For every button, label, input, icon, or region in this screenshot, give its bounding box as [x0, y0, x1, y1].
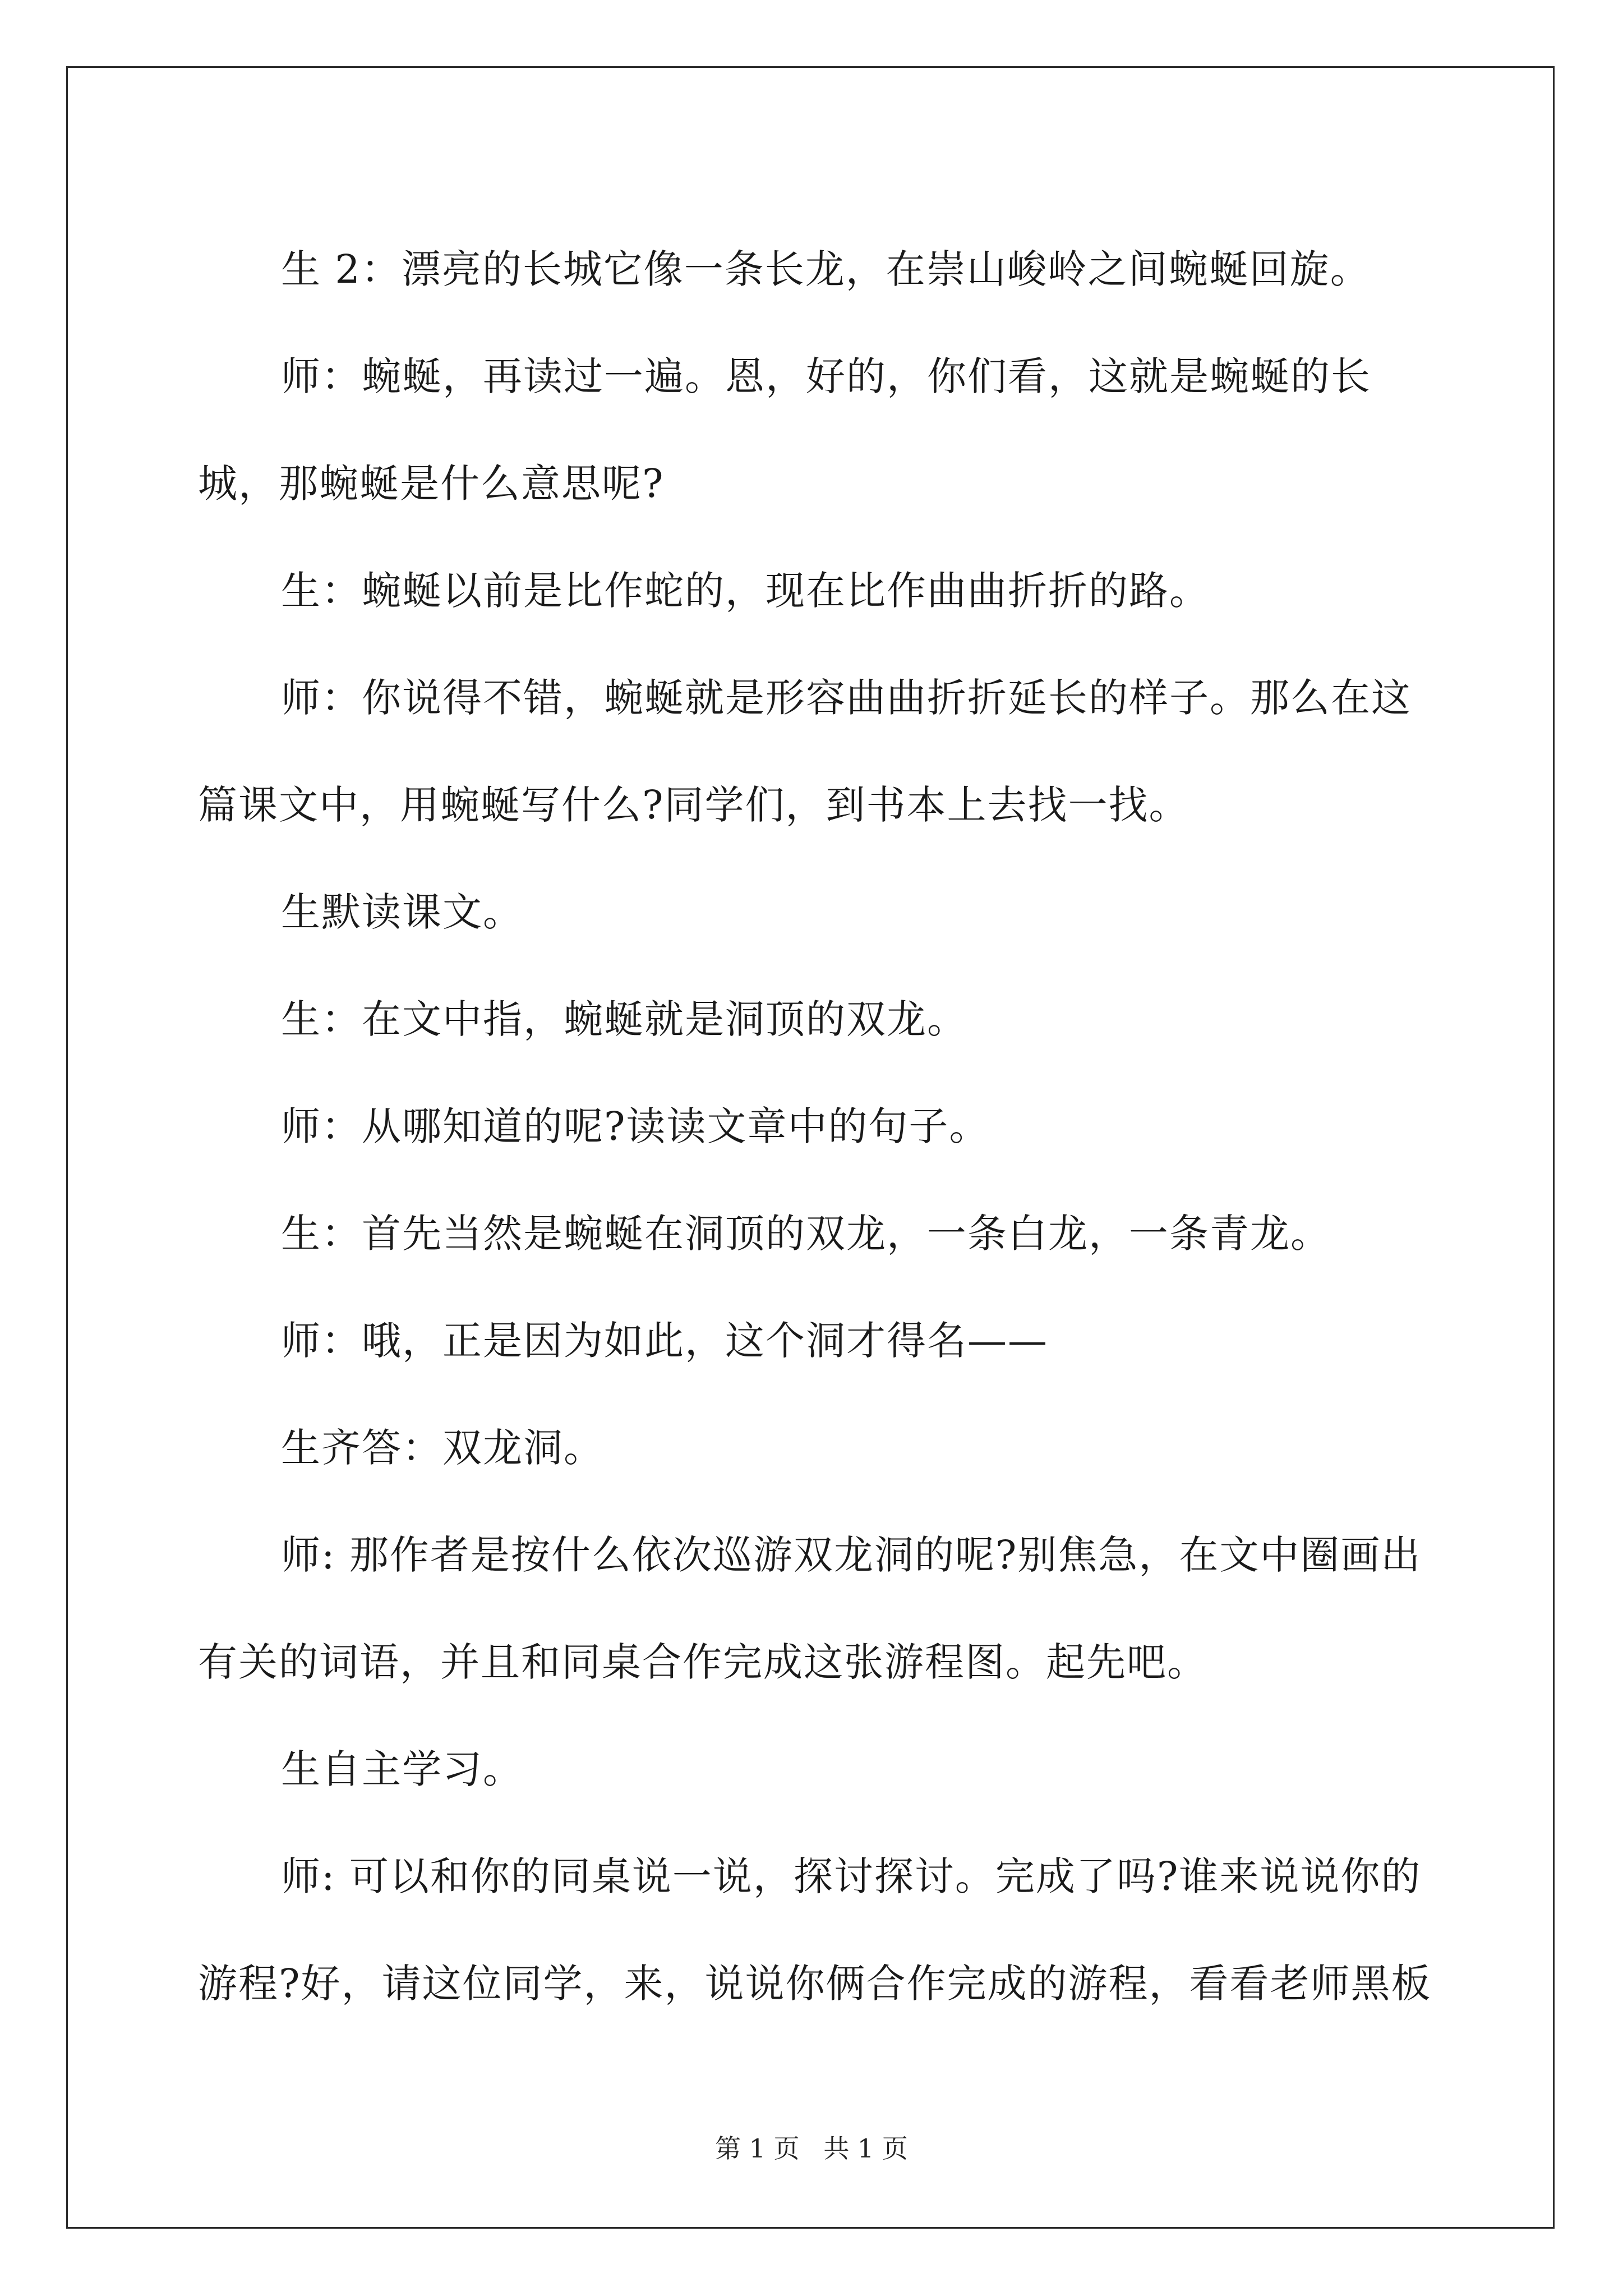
paragraph: 生默读课文。	[281, 889, 523, 935]
paragraph: 师: 可以和你的同桌说一说，探讨探讨。完成了吗?谁来说说你的游程?好，请这位同学，来，说说你俩合作完成的游程，看看老师黑板	[198, 1853, 1432, 2007]
document-body	[198, 216, 1432, 2037]
paragraph: 生：在文中指，蜿蜒就是洞顶的双龙。	[281, 996, 967, 1042]
paragraph: 师：蜿蜒，再读过一遍。恩，好的，你们看，这就是蜿蜒的长城，那蜿蜒是什么意思呢?	[198, 353, 1371, 507]
paragraph: 师：你说得不错，蜿蜒就是形容曲曲折折延长的样子。那么在这篇课文中，用蜿蜒写什么?同学们，到书本上去找一找。	[198, 675, 1412, 828]
paragraph: 师：从哪知道的呢?读读文章中的句子。	[281, 1103, 990, 1149]
paragraph: 生：蜿蜒以前是比作蛇的，现在比作曲曲折折的路。	[281, 568, 1210, 614]
page-number: 第 1 页	[715, 2133, 800, 2164]
paragraph: 生齐答：双龙洞。	[281, 1425, 604, 1471]
paragraph: 生：首先当然是蜿蜒在洞顶的双龙，一条白龙，一条青龙。	[281, 1211, 1331, 1257]
paragraph: 师: 那作者是按什么依次巡游双龙洞的呢?别焦急，在文中圈画出有关的词语，并且和同桌合作完成这张游程图。起先吧。	[198, 1532, 1422, 1685]
page-total: 共 1 页	[823, 2133, 908, 2164]
page-footer	[0, 2132, 1623, 2165]
paragraph: 师：哦，正是因为如此，这个洞才得名——	[281, 1318, 1048, 1364]
paragraph: 生自主学习。	[281, 1746, 523, 1792]
paragraph: 生 2：漂亮的长城它像一条长龙，在崇山峻岭之间蜿蜒回旋。	[281, 246, 1371, 292]
